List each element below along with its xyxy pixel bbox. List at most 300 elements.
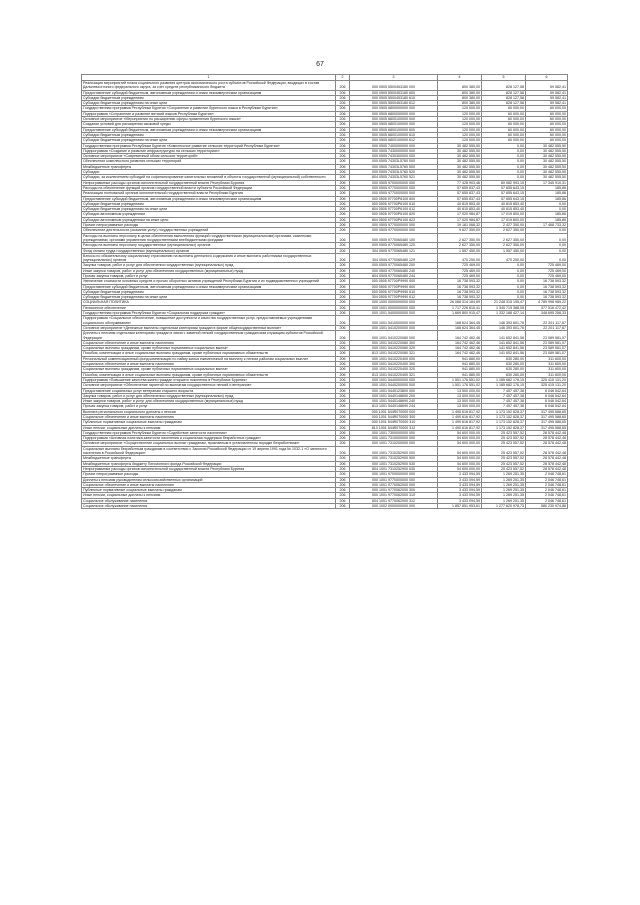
row-remainder-value: 23 089 581,07 [526, 346, 568, 351]
row-grbs-code: 206 [336, 362, 350, 367]
row-executed-value: 60 000,00 [482, 111, 526, 116]
row-executed-value: 0,00 [482, 273, 526, 278]
row-remainder-value: 30 482 555,50 [526, 159, 568, 164]
row-name: Предоставление субсидий бюджетным, автономным учреждениям и иным некоммерческим организациям [82, 284, 336, 289]
row-classification-code: 000 0505 97700P9990 000 [350, 279, 438, 284]
row-grbs-code: 206 [336, 305, 350, 310]
row-remainder-value: 0,00 [526, 253, 568, 263]
row-name: Выплата регионального социального доплаты к пенсии [82, 409, 336, 414]
row-grbs-code: 206 [336, 482, 350, 487]
row-classification-code: 000 0505 5500453180 612 [350, 101, 438, 106]
row-grbs-code: 206 [336, 340, 350, 345]
row-remainder-value: 30 482 555,50 [526, 148, 568, 153]
row-executed-value: 60 000,00 [482, 132, 526, 137]
row-remainder-value: 185,86 [526, 191, 568, 196]
row-plan-value: 13 500 000,00 [438, 404, 482, 409]
row-name: СОЦИАЛЬНАЯ ПОЛИТИКА [82, 300, 336, 305]
row-executed-value: 828 127,58 [482, 95, 526, 100]
row-plan-value: 1 501 176 551,02 [438, 383, 482, 388]
row-classification-code: 000 1001 5440148690 240 [350, 399, 438, 404]
row-name: Субсидии, за исключением субсидий на софинансирование капитальных вложений в объекты государственной (муниципальной) собственности [82, 175, 336, 180]
row-executed-value: 1 173 152 828,37 [482, 415, 526, 420]
row-plan-value: 3 433 094,59 [438, 477, 482, 482]
row-name: Расходы на выплаты персоналу в целях обеспечения выполнения функций государственными (муниципальными) органами, казенными учреждениями, органами управления государственными внебюджетными фондами [82, 233, 336, 243]
row-classification-code: 000 0505 6800000000 000 [350, 106, 438, 111]
row-plan-value: 16 738 593,32 [438, 295, 482, 300]
row-executed-value: 2 427 350,00 [482, 223, 526, 228]
row-grbs-code: 206 [336, 175, 350, 180]
row-plan-value: 54 600 000,00 [438, 441, 482, 446]
row-classification-code: 000 0505 6800100000 612 [350, 138, 438, 143]
row-classification-code: 000 1001 7310200000 000 [350, 441, 438, 446]
row-plan-value: 1 490 616 817,92 [438, 409, 482, 414]
row-remainder-value: 311 600,00 [526, 356, 568, 361]
row-classification-code: 000 1001 5410000000 000 [350, 316, 438, 326]
row-classification-code: 000 0505 9770065480 120 [350, 243, 438, 248]
row-plan-value: 164 742 462,46 [438, 340, 482, 345]
row-grbs-code: 206 [336, 284, 350, 289]
row-executed-value: 7 457 457,38 [482, 393, 526, 398]
row-remainder-value: 0,00 [526, 201, 568, 206]
row-grbs-code: 206 [336, 159, 350, 164]
row-name: Субсидии бюджетным учреждениям [82, 132, 336, 137]
row-plan-value: 1 717 226 810,41 [438, 305, 482, 310]
row-remainder-value: 17 345 910,31 [526, 180, 568, 185]
row-name: Иные закупки товаров, работ и услуг для обеспечения государственных (муниципальных) нужд [82, 399, 336, 404]
row-remainder-value: 377 516 472,42 [526, 305, 568, 310]
row-grbs-code: 206 [336, 223, 350, 228]
row-name: Иные пенсии, социальные доплаты к пенсиям [82, 493, 336, 498]
row-name: Доплаты к пенсиям руководителям сельскохозяйственных организаций [82, 477, 336, 482]
table-row [82, 233, 568, 243]
row-grbs-code: 206 [336, 170, 350, 175]
row-classification-code: 000 1000 0000000000 000 [350, 300, 438, 305]
row-classification-code: 000 1001 5410220400 300 [350, 362, 438, 367]
row-name: Основное мероприятие «Обеспечение гарантий по выплатам государственных пенсий и ветеранов» [82, 383, 336, 388]
row-executed-value: 470 250,00 [482, 253, 526, 263]
row-grbs-code: 206 [336, 504, 350, 509]
row-remainder-value: 16 738 593,32 [526, 284, 568, 289]
row-remainder-value: 348 695 258,33 [526, 311, 568, 316]
row-executed-value: 630 280,00 [482, 372, 526, 377]
row-classification-code: 000 1001 7310252900 530 [350, 461, 438, 466]
table-body [82, 81, 568, 509]
row-executed-value: 2 627 350,00 [482, 228, 526, 233]
row-grbs-code: 206 [336, 425, 350, 430]
row-grbs-code: 206 [336, 196, 350, 201]
row-grbs-code: 206 [336, 436, 350, 441]
row-grbs-code: 206 [336, 466, 350, 471]
row-grbs-code: 206 [336, 498, 350, 503]
row-remainder-value: 23 089 581,07 [526, 331, 568, 341]
row-classification-code: 000 0505 97700P9990 600 [350, 284, 438, 289]
row-name: Межбюджетные трансферты бюджету Пенсионного фонда Российской Федерации [82, 461, 336, 466]
row-classification-code: 813 1001 544R070000 312 [350, 425, 438, 430]
row-name: Доплаты к пенсиям отдельным категориям граждан в связи с заменой пенсий государственным гражданским служащим субъектов Российской Федерации [82, 331, 336, 341]
table-row [82, 331, 568, 341]
row-remainder-value: 317 495 588,65 [526, 409, 568, 414]
row-executed-value: 1 185 682 176,15 [482, 383, 526, 388]
row-name: Государственная программа Республики Бурятия «Комплексное развитие сельских территорий Республики Бурятия» [82, 143, 336, 148]
row-classification-code: 000 1001 5440123800 000 [350, 388, 438, 393]
row-plan-value: 725 469,00 [438, 268, 482, 273]
row-executed-value: 25 423 557,52 [482, 446, 526, 456]
row-grbs-code: 206 [336, 138, 350, 143]
row-plan-value: 57 655 837,43 [438, 196, 482, 201]
row-plan-value: 30 482 555,50 [438, 164, 482, 169]
row-name: Подпрограмма «Сохранение и развитие вятский языков Республики Бурятия» [82, 111, 336, 116]
row-executed-value: 146 393 601,76 [482, 316, 526, 326]
row-name: Закупка товаров, работ и услуг для обеспечения государственных (муниципальных) нужд [82, 263, 336, 268]
row-remainder-value: 185,86 [526, 196, 568, 201]
row-classification-code: 000 1001 544R070000 000 [350, 409, 438, 414]
row-plan-value: 3 433 094,59 [438, 482, 482, 487]
row-remainder-value: 0,00 [526, 248, 568, 253]
row-classification-code: 000 0505 5500453180 000 [350, 81, 438, 91]
row-name: Прочие непрограммные расходы [82, 472, 336, 477]
page-number: 67 [316, 61, 324, 68]
row-plan-value: 1 490 616 817,92 [438, 420, 482, 425]
row-grbs-code: 206 [336, 117, 350, 122]
row-executed-value: 0,00 [482, 279, 526, 284]
row-remainder-value: 60 000,00 [526, 138, 568, 143]
row-executed-value: 0,00 [482, 159, 526, 164]
row-grbs-code: 206 [336, 263, 350, 268]
row-classification-code: 000 1002 0000000000 000 [350, 504, 438, 509]
row-name: Социальные выплаты гражданам, кроме публичных нормативных социальных выплат [82, 346, 336, 351]
row-plan-value: 725 469,00 [438, 273, 482, 278]
row-name: Фонд оплаты труда государственных (муниципальных) органов [82, 248, 336, 253]
row-classification-code: 000 0505 74303L5760 500 [350, 164, 438, 169]
row-executed-value: 0,00 [482, 148, 526, 153]
row-classification-code: 000 0505 9770000000 000 [350, 223, 438, 228]
row-name: Субсидии бюджетным учреждениям на иные цели [82, 207, 336, 212]
table-row [82, 253, 568, 263]
row-name: Публичные нормативные социальные выплаты гражданам [82, 488, 336, 493]
row-plan-value: 54 600 000,00 [438, 466, 482, 471]
row-remainder-value: 59 582,41 [526, 95, 568, 100]
row-executed-value: 60 082 993,15 [482, 180, 526, 185]
row-classification-code: 000 1001 7310252900 500 [350, 456, 438, 461]
row-grbs-code: 206 [336, 101, 350, 106]
row-grbs-code: 206 [336, 493, 350, 498]
row-grbs-code: 206 [336, 248, 350, 253]
row-plan-value: 1 501 176 551,02 [438, 377, 482, 382]
row-classification-code: 000 0505 9770065480 100 [350, 233, 438, 243]
row-classification-code: 000 1001 5410200000 000 [350, 325, 438, 330]
row-name: Государственная программа Республики Бурятия «Сохранение и развитие бурятского языка в Республике Бурятия» [82, 106, 336, 111]
row-classification-code: 804 1001 9770062000 312 [350, 498, 438, 503]
row-plan-value: 17 020 984,87 [438, 217, 482, 222]
row-grbs-code: 206 [336, 106, 350, 111]
row-plan-value: 1 490 616 817,92 [438, 415, 482, 420]
row-plan-value: 168 624 364,45 [438, 316, 482, 326]
row-classification-code: 000 1001 9770062000 000 [350, 482, 438, 487]
row-remainder-value: 317 495 588,65 [526, 420, 568, 425]
row-executed-value: 25 423 557,52 [482, 441, 526, 446]
row-plan-value: 120 000,00 [438, 138, 482, 143]
row-remainder-value: 0,00 [526, 228, 568, 233]
col-header-4: 4 [438, 75, 482, 81]
row-name: Взносы по обязательному социальному страхованию на выплаты денежного содержания и иные выплаты работникам государственных (муниципальных) органов [82, 253, 336, 263]
row-executed-value: 2 627 350,00 [482, 233, 526, 243]
row-remainder-value: 311 600,00 [526, 362, 568, 367]
row-classification-code: 000 1001 544R070000 300 [350, 415, 438, 420]
row-name: Подпрограмма «Повышение качества жизни граждан старшего поколения в Республике Бурятия» [82, 377, 336, 382]
row-classification-code: 804 0505 9770065480 244 [350, 273, 438, 278]
row-executed-value: 1 557 450,00 [482, 248, 526, 253]
row-remainder-value: 16 738 593,32 [526, 295, 568, 300]
row-remainder-value: 317 495 588,65 [526, 425, 568, 430]
row-executed-value: 1 340 719 388,05 [482, 305, 526, 310]
row-executed-value: 828 127,58 [482, 101, 526, 106]
row-classification-code: 304 0505 9770065480 121 [350, 248, 438, 253]
row-classification-code: 000 0505 9770000000 000 [350, 228, 438, 233]
row-classification-code: 000 0505 7430300000 000 [350, 154, 438, 159]
row-executed-value: 630 280,00 [482, 356, 526, 361]
row-grbs-code: 206 [336, 279, 350, 284]
row-classification-code: 000 0505 7430000000 000 [350, 148, 438, 153]
row-remainder-value: 6 046 542,64 [526, 388, 568, 393]
row-remainder-value: 2 046 748,61 [526, 472, 568, 477]
row-plan-value: 54 600 000,00 [438, 430, 482, 435]
row-name: Субсидии бюджетным учреждениям на иные цели [82, 101, 336, 106]
row-grbs-code: 206 [336, 430, 350, 435]
row-name: Межбюджетные трансферты [82, 164, 336, 169]
row-executed-value: 60 000,00 [482, 138, 526, 143]
row-classification-code: 000 1001 9700000000 000 [350, 472, 438, 477]
row-executed-value: 146 393 601,76 [482, 325, 526, 330]
row-remainder-value: 60 000,00 [526, 117, 568, 122]
row-plan-value: 120 000,00 [438, 106, 482, 111]
row-executed-value: 57 655 643,15 [482, 196, 526, 201]
row-name: Основное мероприятие «Осуществление социальных выплат гражданам, признанным в установленном порядке безработными» [82, 441, 336, 446]
row-grbs-code: 206 [336, 316, 350, 326]
row-plan-value: 2 627 350,00 [438, 233, 482, 243]
row-executed-value: 17 019 800,00 [482, 217, 526, 222]
col-header-6: 6 [526, 75, 568, 81]
row-remainder-value: 23 089 581,07 [526, 351, 568, 356]
table-row [82, 81, 568, 91]
row-grbs-code: 206 [336, 388, 350, 393]
row-name: Основное мероприятие «Мероприятия по расширению сферы применения бурятского языка» [82, 117, 336, 122]
row-executed-value: 1 269 251,35 [482, 477, 526, 482]
row-name: Основное мероприятие «Денежные выплаты отдельным категориям граждан в форме общегосударственных выплат» [82, 325, 336, 330]
row-executed-value: 141 652 841,56 [482, 346, 526, 351]
row-remainder-value: 28 578 442,48 [526, 446, 568, 456]
col-header-2: 2 [336, 75, 350, 81]
row-name: Субсидии автономным учреждениям на иные цели [82, 217, 336, 222]
row-grbs-code: 206 [336, 420, 350, 425]
row-executed-value: 0,00 [482, 170, 526, 175]
row-executed-value: 7 457 457,38 [482, 388, 526, 393]
row-executed-value: 7 457 457,38 [482, 399, 526, 404]
row-classification-code: 304 0505 97700P9990 612 [350, 295, 438, 300]
row-classification-code: 000 0505 9770000000 000 [350, 185, 438, 190]
row-grbs-code: 206 [336, 217, 350, 222]
row-remainder-value: 60 000,00 [526, 132, 568, 137]
row-executed-value: 1 332 188 427,14 [482, 311, 526, 316]
row-grbs-code: 206 [336, 143, 350, 148]
table-row [82, 316, 568, 326]
row-classification-code: 000 1001 544R070000 310 [350, 420, 438, 425]
row-plan-value: 164 742 462,46 [438, 331, 482, 341]
row-grbs-code: 206 [336, 127, 350, 132]
row-name: Социальные выплаты безработным гражданам в соответствии с Законом Российской Федерации от 19 апреля 1991 года № 1032-1 «О занятости населения в Российской Федерации» [82, 446, 336, 456]
row-name: Иные закупки товаров, работ и услуг для обеспечения государственных (муниципальных) нужд [82, 268, 336, 273]
row-name: Иные пенсии, социальные доплаты к пенсиям [82, 425, 336, 430]
row-classification-code: 000 1001 9770000000 000 [350, 477, 438, 482]
row-plan-value: 1 857 851 953,61 [438, 504, 482, 509]
table-row [82, 504, 568, 509]
row-plan-value: 16 738 593,32 [438, 289, 482, 294]
row-plan-value: 30 482 555,50 [438, 154, 482, 159]
row-name: Социальное обслуживание населения [82, 504, 336, 509]
row-executed-value: 0,00 [482, 143, 526, 148]
row-classification-code: 000 1001 5410220080 320 [350, 346, 438, 351]
row-executed-value: 1 269 251,35 [482, 482, 526, 487]
row-name: Прочая закупка товаров, работ и услуг [82, 273, 336, 278]
row-classification-code: 000 1001 5440148690 200 [350, 393, 438, 398]
row-remainder-value: 0,00 [526, 207, 568, 212]
row-name: Подпрограмма «Социальное обеспечение, повышение доступности и качества государственных услуг, предоставляемых учреждениями социального обслуживания» [82, 316, 336, 326]
row-name: Реализация мероприятий плана социального развития центров экономического роста субъектов Российской Федерации, входящих в состав Дальневосточного федерального округа, за счет средств республиканского бюджета [82, 81, 336, 91]
row-grbs-code: 206 [336, 228, 350, 233]
row-classification-code: 000 0505 9770000000 000 [350, 191, 438, 196]
row-grbs-code: 206 [336, 488, 350, 493]
row-executed-value: 2 627 350,00 [482, 243, 526, 248]
row-grbs-code: 206 [336, 325, 350, 330]
row-remainder-value: 28 578 442,48 [526, 441, 568, 446]
row-plan-value: 54 600 000,00 [438, 456, 482, 461]
row-classification-code: 000 0505 97700P9990 610 [350, 289, 438, 294]
row-classification-code: 000 1001 7310252900 000 [350, 446, 438, 456]
row-executed-value: 60 000,00 [482, 117, 526, 122]
row-classification-code: 000 1001 7310000000 000 [350, 436, 438, 441]
row-classification-code: 000 0505 97700P6100 600 [350, 196, 438, 201]
row-executed-value: 17 019 800,00 [482, 212, 526, 217]
row-grbs-code: 206 [336, 268, 350, 273]
row-classification-code: 000 0505 7400000000 000 [350, 143, 438, 148]
row-classification-code: 000 0505 6800000000 000 [350, 111, 438, 116]
row-remainder-value: 16 738 593,32 [526, 289, 568, 294]
row-grbs-code: 206 [336, 331, 350, 341]
row-executed-value: 40 815 853,40 [482, 201, 526, 206]
row-name: Социальные выплаты гражданам, кроме публичных нормативных социальных выплат [82, 367, 336, 372]
row-grbs-code: 206 [336, 415, 350, 420]
row-plan-value: 54 600 000,00 [438, 446, 482, 456]
row-executed-value: 630 280,00 [482, 367, 526, 372]
row-plan-value: 3 433 094,59 [438, 493, 482, 498]
row-executed-value: 25 423 557,52 [482, 430, 526, 435]
row-remainder-value: 2 046 748,61 [526, 477, 568, 482]
row-grbs-code: 206 [336, 243, 350, 248]
row-plan-value: 30 482 555,50 [438, 143, 482, 148]
row-name: Прочие непрограммные расходы [82, 223, 336, 228]
row-classification-code: 804 0505 97700P6100 622 [350, 217, 438, 222]
row-plan-value: 13 500 000,00 [438, 393, 482, 398]
row-grbs-code: 206 [336, 351, 350, 356]
row-name: Предоставление социальных услуг ветеранам старшего возраста [82, 388, 336, 393]
row-remainder-value: 2 046 748,61 [526, 493, 568, 498]
row-executed-value: 0,00 [482, 164, 526, 169]
row-name: Увеличение стоимости основных средств и прочих оборотных активов учреждений Республики Бурятия и их подведомственных учреждений [82, 279, 336, 284]
row-remainder-value: 325 415 131,20 [526, 377, 568, 382]
row-classification-code: 000 0505 5500453180 600 [350, 90, 438, 95]
row-grbs-code: 206 [336, 477, 350, 482]
row-grbs-code: 206 [336, 367, 350, 372]
row-plan-value: 16 738 593,32 [438, 284, 482, 289]
row-classification-code: 000 1001 5440000000 000 [350, 377, 438, 382]
row-grbs-code: 206 [336, 441, 350, 446]
row-classification-code: 000 0505 6800100000 600 [350, 127, 438, 132]
row-remainder-value: 28 578 442,48 [526, 456, 568, 461]
row-grbs-code: 206 [336, 154, 350, 159]
row-plan-value: 164 742 462,46 [438, 351, 482, 356]
row-executed-value: 0,00 [482, 263, 526, 268]
row-classification-code: 000 0505 74303L5760 000 [350, 159, 438, 164]
row-grbs-code: 206 [336, 201, 350, 206]
row-executed-value: 21 248 315 195,47 [482, 300, 526, 305]
row-remainder-value: 16 738 593,32 [526, 279, 568, 284]
row-classification-code: 000 1001 5410220080 000 [350, 331, 438, 341]
row-plan-value: 16 738 593,32 [438, 279, 482, 284]
row-grbs-code: 206 [336, 383, 350, 388]
row-grbs-code: 206 [336, 111, 350, 116]
row-plan-value: 168 624 364,45 [438, 325, 482, 330]
row-grbs-code: 206 [336, 253, 350, 263]
row-remainder-value: 725 469,00 [526, 268, 568, 273]
row-name: Расходы на обеспечение функций органов государственной власти субъекта Российской Федерации [82, 185, 336, 190]
row-plan-value: 941 880,00 [438, 372, 482, 377]
row-remainder-value: 22 201 117,67 [526, 316, 568, 326]
col-header-1: 1 [82, 75, 336, 81]
row-executed-value: 1 277 620 978,73 [482, 504, 526, 509]
row-plan-value: 40 815 853,40 [438, 201, 482, 206]
row-remainder-value: 23 089 581,07 [526, 340, 568, 345]
row-grbs-code: 206 [336, 356, 350, 361]
row-remainder-value: 6 046 542,64 [526, 404, 568, 409]
row-grbs-code: 206 [336, 461, 350, 466]
row-remainder-value: 317 495 588,65 [526, 415, 568, 420]
row-plan-value: 1 669 800 915,47 [438, 311, 482, 316]
row-executed-value: 0,00 [482, 154, 526, 159]
row-remainder-value: 28 578 442,48 [526, 461, 568, 466]
row-plan-value: 120 000,00 [438, 122, 482, 127]
row-classification-code: 304 0505 9770065480 129 [350, 253, 438, 263]
row-name: Пособия, компенсации и иные социальные выплаты гражданам, кроме публичных нормативных обязательств [82, 351, 336, 356]
row-grbs-code: 206 [336, 446, 350, 456]
row-classification-code: 000 1001 5410220080 300 [350, 340, 438, 345]
row-executed-value: 1 269 251,35 [482, 488, 526, 493]
row-classification-code: 804 0505 74303L5760 521 [350, 175, 438, 180]
row-name: Государственная программа Республики Бурятия «Содействие занятости населения» [82, 430, 336, 435]
row-name: Непрограммные расходы органов исполнительной государственной власти Республики Бурятия [82, 180, 336, 185]
row-remainder-value: 28 578 442,48 [526, 436, 568, 441]
row-plan-value: 120 000,00 [438, 117, 482, 122]
row-plan-value: 9 627 350,00 [438, 228, 482, 233]
row-name: Субсидии бюджетным учреждениям на иные цели [82, 138, 336, 143]
row-executed-value: 7 457 457,38 [482, 404, 526, 409]
row-grbs-code: 206 [336, 472, 350, 477]
row-plan-value: 30 482 555,50 [438, 175, 482, 180]
row-remainder-value: 185,86 [526, 185, 568, 190]
row-classification-code: 000 0505 74303L5760 520 [350, 170, 438, 175]
row-plan-value: 941 880,00 [438, 367, 482, 372]
row-remainder-value: 4 789 998 989,22 [526, 300, 568, 305]
row-name: Обеспечение комплексного развития сельских территорий [82, 159, 336, 164]
row-remainder-value: 59 582,41 [526, 90, 568, 95]
